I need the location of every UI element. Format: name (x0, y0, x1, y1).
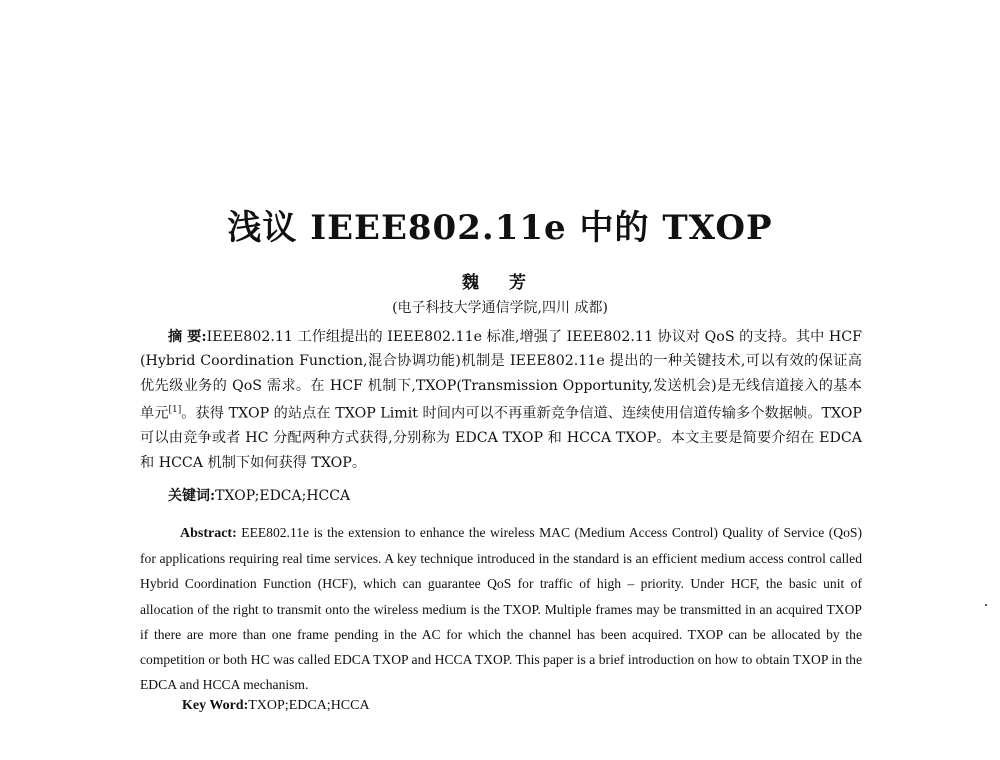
keywords-chinese (168, 485, 350, 505)
keywords-chinese-text: TXOP;EDCA;HCCA (215, 488, 351, 504)
abstract-english-text: EEE802.11e is the extension to enhance the wireless MAC (Medium Access Control) Quality of Service (QoS) for applications requiring real time services. A key technique introduced in the standard is an efficient medium access control called Hybrid Coordination Function (HCF), which can guarantee QoS for traffic of high – priority. Under HCF, the basic unit of allocation of the right to transmit onto the wireless medium is the TXOP. Multiple frames may be transmitted in an acquired TXOP if there are more than one frame pending in the AC for which the channel has been acquired. TXOP can be allocated by the competition or both HC was called EDCA TXOP and HCCA TXOP. This paper is a brief introduction on how to obtain TXOP in the EDCA and HCCA mechanism. (140, 525, 862, 693)
citation-ref: [1] (168, 405, 182, 416)
paper-title: 浅议 IEEE802.11e 中的 TXOP (227, 208, 773, 248)
keywords-english (182, 698, 370, 714)
abstract-chinese-text-part2: 。获得 TXOP 的站点在 TXOP Limit 时间内可以不再重新竞争信道、连续使用信道传输多个数据帧。TXOP 可以由竞争或者 HC 分配两种方式获得,分别称为 EDCA TXOP 和 HCCA TXOP。本文主要是简要介绍在 EDCA 和 HCCA 机制下如何获得 TXOP。 (140, 405, 862, 471)
abstract-chinese (140, 325, 862, 475)
abstract-english (140, 520, 862, 697)
keywords-english-label: Key Word: (182, 698, 249, 713)
keywords-chinese-label: 关键词: (168, 488, 216, 504)
author-affiliation: (电子科技大学通信学院,四川 成都) (392, 300, 608, 316)
abstract-chinese-label: 摘 要: (168, 329, 207, 345)
scan-speck (985, 604, 987, 606)
abstract-english-label: Abstract: (180, 526, 237, 541)
keywords-english-text: TXOP;EDCA;HCCA (248, 698, 370, 713)
paper-author: 魏 芳 (462, 273, 538, 293)
abstract-chinese-text-part1: IEEE802.11 工作组提出的 IEEE802.11e 标准,增强了 IEEE802.11 协议对 QoS 的支持。其中 HCF (Hybrid Coordination Function,混合协调功能)机制是 IEEE802.11e 提出的一种关键技术,可以有效的保证高优先级业务的 QoS 需求。在 HCF 机制下,TXOP(Transmission Opportunity,发送机会)是无线信道接入的基本单元 (140, 329, 862, 422)
